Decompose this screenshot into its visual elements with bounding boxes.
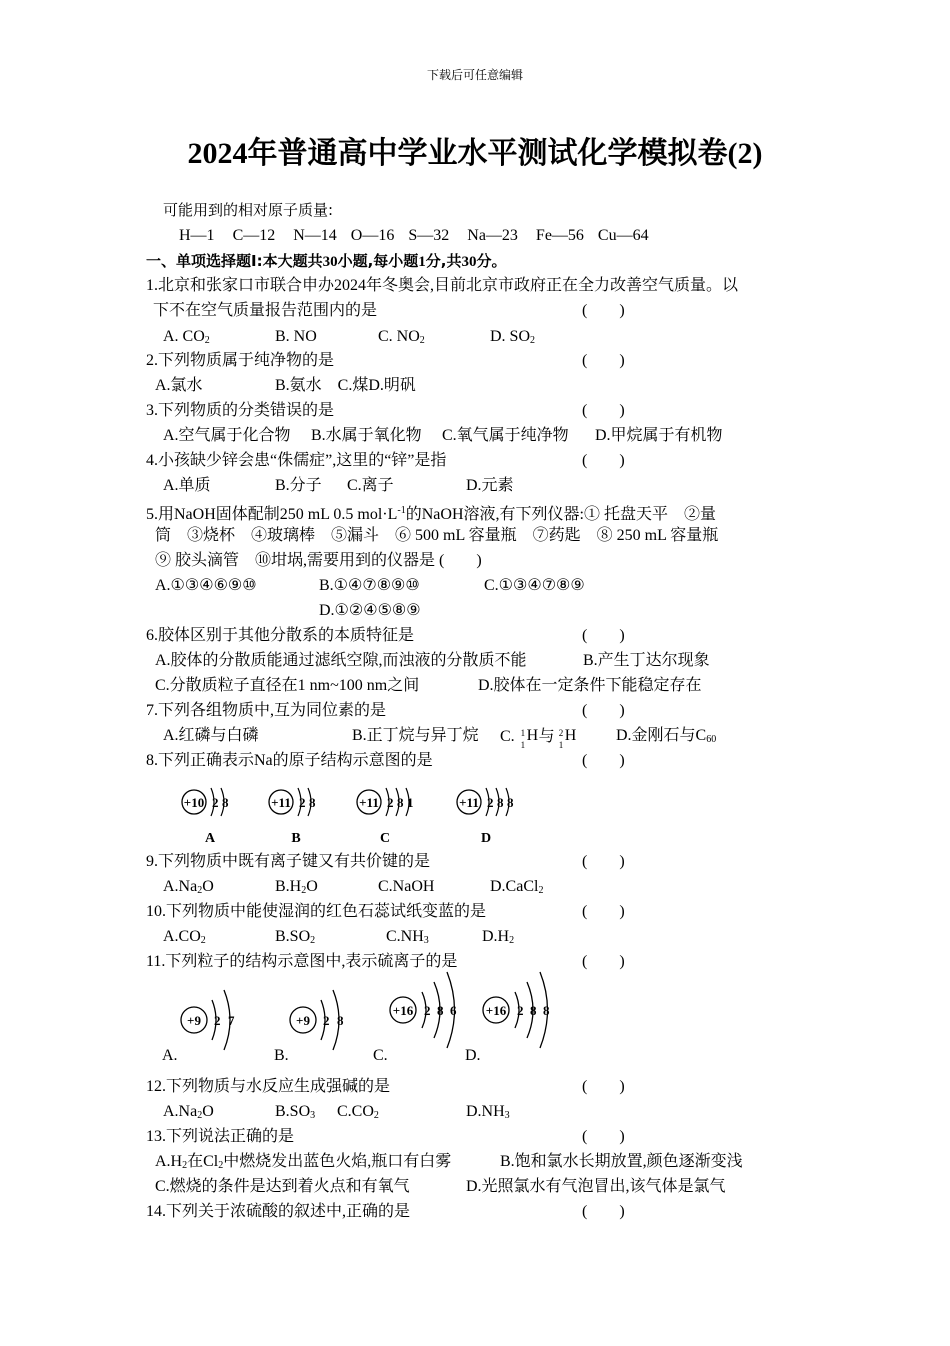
q8-diagram-a (182, 788, 229, 846)
q13-answer-blank: ( ) (582, 1128, 625, 1145)
q11-c-shell-3: 6 (450, 1003, 457, 1018)
q11-c-nucleus: +16 (392, 1003, 414, 1018)
atomic-mass-cu: Cu—64 (597, 227, 649, 244)
q2-option-bcd: B.氨水 C.煤D.明矾 (275, 377, 416, 394)
atomic-mass-n: N—14 (293, 227, 337, 244)
q4-option-d: D.元素 (466, 477, 514, 494)
atomic-mass-fe: Fe—56 (535, 227, 584, 244)
atomic-mass-c: C—12 (232, 227, 276, 244)
q11-a-shell-1: 2 (214, 1013, 221, 1028)
q10-option-b: $B.SO_2$ (275, 928, 316, 946)
q5-option-d: D.①②④⑤⑧⑨ (319, 602, 421, 619)
page-header-note: 下载后可任意编辑 (426, 68, 523, 82)
q10-option-a: $A.CO_2$ (163, 928, 206, 946)
q11-c-label: C. (373, 1047, 388, 1064)
q10-option-c: $C.NH_3$ (386, 928, 429, 946)
q13-option-b: B.饱和氯水长期放置,颜色逐渐变浅 (500, 1153, 743, 1170)
q7-option-d: D.金刚石与$C_{60}$ (616, 727, 717, 745)
q6-option-d: D.胶体在一定条件下能稳定存在 (478, 677, 702, 694)
q7-option-a: A.红磷与白磷 (163, 727, 259, 744)
q3-option-c: C.氧气属于纯净物 (442, 427, 569, 444)
q8-a-nucleus: +10 (183, 795, 205, 810)
q8-c-shell-3: 1 (407, 795, 414, 810)
q11-d-nucleus: +16 (485, 1003, 507, 1018)
q10-answer-blank: ( ) (582, 903, 625, 920)
q8-diagram-d (457, 788, 514, 846)
q11-a-shell-2: 7 (228, 1013, 235, 1028)
q10-stem: 10.下列物质中能使湿润的红色石蕊试纸变蓝的是 (146, 903, 487, 920)
q8-b-shell-2: 8 (309, 795, 316, 810)
q3-option-b: B.水属于氧化物 (311, 427, 422, 444)
section-heading: 一、单项选择题Ⅰ:本大题共30小题,每小题1分,共30分。 (146, 252, 507, 270)
q5-stem-line3: ⑨ 胶头滴管 ⑩坩埚,需要用到的仪器是 ( ) (155, 552, 482, 569)
q1-stem-line1: 1.北京和张家口市联合申办2024年冬奥会,目前北京市政府正在全力改善空气质量。以 (146, 277, 739, 294)
q12-option-a: $A.Na_2O$ (163, 1103, 214, 1121)
atomic-mass-s: S—32 (408, 227, 450, 244)
q4-answer-blank: ( ) (582, 452, 625, 469)
q2-answer-blank: ( ) (582, 352, 625, 369)
q7-option-b: B.正丁烷与异丁烷 (352, 727, 479, 744)
q6-stem: 6.胶体区别于其他分散系的本质特征是 (146, 627, 415, 644)
q2-option-a: A.氯水 (155, 377, 203, 394)
q13-stem: 13.下列说法正确的是 (146, 1128, 295, 1145)
q13-option-a: $A.H_2$在$Cl_2$中燃烧发出蓝色火焰,瓶口有白雾 (155, 1153, 452, 1171)
q8-c-shell-1: 2 (387, 795, 394, 810)
q8-d-shell-1: 2 (487, 795, 494, 810)
q11-d-shell-1: 2 (517, 1003, 524, 1018)
q7-stem: 7.下列各组物质中,互为同位素的是 (146, 702, 387, 719)
atomic-mass-label: 可能用到的相对原子质量: (163, 201, 334, 219)
q9-stem: 9.下列物质中既有离子键又有共价键的是 (146, 853, 431, 870)
q6-option-c: C.分散质粒子直径在1 nm~100 nm之间 (155, 677, 420, 694)
q8-a-shell-2: 8 (222, 795, 229, 810)
q1-answer-blank: ( ) (582, 302, 625, 319)
q8-d-shell-3: 8 (507, 795, 514, 810)
q11-diagram-a (162, 990, 235, 1064)
q3-answer-blank: ( ) (582, 402, 625, 419)
page-title: 2024年普通高中学业水平测试化学模拟卷(2) (187, 137, 763, 170)
q4-option-b: B.分子 (275, 477, 322, 494)
q8-c-nucleus: +11 (359, 795, 379, 810)
q11-b-label: B. (274, 1047, 289, 1064)
q7-answer-blank: ( ) (582, 702, 625, 719)
q8-b-label: B (291, 831, 301, 846)
q7-option-c: C. 1 1 H 与 2 1 H (500, 727, 577, 750)
q5-option-c: C.①③④⑦⑧⑨ (484, 577, 585, 594)
q3-option-d: D.甲烷属于有机物 (595, 427, 723, 444)
q11-c-shell-1: 2 (424, 1003, 431, 1018)
q11-c-shell-2: 8 (437, 1003, 444, 1018)
q11-diagram-d (465, 972, 550, 1064)
q11-ion-diagrams (160, 970, 560, 1070)
q5-option-b: B.①④⑦⑧⑨⑩ (319, 577, 420, 594)
atomic-mass-o: O—16 (350, 227, 395, 244)
q8-a-label: A (204, 831, 216, 846)
q11-d-label: D. (465, 1047, 481, 1064)
q11-b-shell-1: 2 (323, 1013, 330, 1028)
q11-diagram-b (274, 990, 344, 1064)
q3-stem: 3.下列物质的分类错误的是 (146, 402, 335, 419)
q3-option-a: A.空气属于化合物 (163, 427, 291, 444)
q13-option-c: C.燃烧的条件是达到着火点和有氧气 (155, 1178, 410, 1195)
q11-diagram-c (373, 972, 457, 1064)
q11-d-shell-2: 8 (530, 1003, 537, 1018)
q11-stem: 11.下列粒子的结构示意图中,表示硫离子的是 (146, 953, 458, 970)
q1-option-d: D. $SO_2$ (490, 328, 536, 346)
q11-a-nucleus: +9 (187, 1013, 201, 1028)
q6-option-a: A.胶体的分散质能通过滤纸空隙,而浊液的分散质不能 (155, 652, 527, 669)
q2-stem: 2.下列物质属于纯净物的是 (146, 352, 335, 369)
q1-stem-line2: 下不在空气质量报告范围内的是 (153, 302, 378, 319)
q13-option-d: D.光照氯水有气泡冒出,该气体是氯气 (466, 1178, 726, 1195)
q1-option-b: B. NO (275, 328, 317, 345)
q12-option-b: $B.SO_3$ (275, 1103, 316, 1121)
q12-answer-blank: ( ) (582, 1078, 625, 1095)
q4-option-c: C.离子 (347, 477, 394, 494)
q11-b-nucleus: +9 (296, 1013, 310, 1028)
atomic-mass-na: Na—23 (467, 227, 518, 244)
q9-answer-blank: ( ) (582, 853, 625, 870)
q14-stem: 14.下列关于浓硫酸的叙述中,正确的是 (146, 1203, 411, 1220)
q8-b-nucleus: +11 (271, 795, 291, 810)
q14-answer-blank: ( ) (582, 1203, 625, 1220)
q1-option-a: A. $CO_2$ (163, 328, 210, 346)
q8-c-shell-2: 8 (397, 795, 404, 810)
q4-stem: 4.小孩缺少锌会患“侏儒症”,这里的“锌”是指 (146, 452, 447, 469)
q8-d-label: D (480, 831, 492, 846)
q6-option-b: B.产生丁达尔现象 (583, 652, 710, 669)
q11-a-label: A. (162, 1047, 178, 1064)
q4-option-a: A.单质 (163, 477, 211, 494)
q8-diagram-b (269, 788, 316, 846)
isotope-h1: 1 1 H (520, 727, 539, 750)
q12-option-c: $C.CO_2$ (337, 1103, 379, 1121)
q10-option-d: $D.H_2$ (482, 928, 515, 946)
q9-option-b: $B.H_2O$ (275, 878, 318, 896)
q11-answer-blank: ( ) (582, 953, 625, 970)
q8-d-nucleus: +11 (459, 795, 479, 810)
q11-d-shell-3: 8 (543, 1003, 550, 1018)
q1-option-c: C. $NO_2$ (378, 328, 425, 346)
q8-diagram-c (357, 788, 414, 846)
q12-stem: 12.下列物质与水反应生成强碱的是 (146, 1078, 391, 1095)
atomic-mass-h: H—1 (179, 227, 215, 244)
q5-option-a: A.①③④⑥⑨⑩ (155, 577, 257, 594)
q8-b-shell-1: 2 (299, 795, 306, 810)
q5-stem-line1: 5.用NaOH固体配制250 mL 0.5 $mol\cdot L^{-1}$的NaOH溶液,有下列仪器:① 托盘天平 ②量 (146, 505, 716, 523)
q6-answer-blank: ( ) (582, 627, 625, 644)
q8-atom-diagrams (170, 778, 540, 850)
atomic-mass-list (179, 226, 649, 246)
q5-stem-line2: 筒 ③烧杯 ④玻璃棒 ⑤漏斗 ⑥ 500 mL 容量瓶 ⑦药匙 ⑧ 250 mL 容量瓶 (155, 527, 719, 544)
q12-option-d: $D.NH_3$ (466, 1103, 510, 1121)
q11-b-shell-2: 8 (337, 1013, 344, 1028)
isotope-h2: 2 1 H (558, 727, 577, 750)
q8-c-label: C (379, 831, 391, 846)
q9-option-d: D.CaCl$_2$ (490, 878, 544, 896)
q9-option-a: $A.Na_2O$ (163, 878, 214, 896)
q8-a-shell-1: 2 (212, 795, 219, 810)
q8-answer-blank: ( ) (582, 752, 625, 769)
q9-option-c: C.NaOH (378, 878, 435, 895)
q8-d-shell-2: 8 (497, 795, 504, 810)
q8-stem: 8.下列正确表示Na的原子结构示意图的是 (146, 752, 433, 769)
